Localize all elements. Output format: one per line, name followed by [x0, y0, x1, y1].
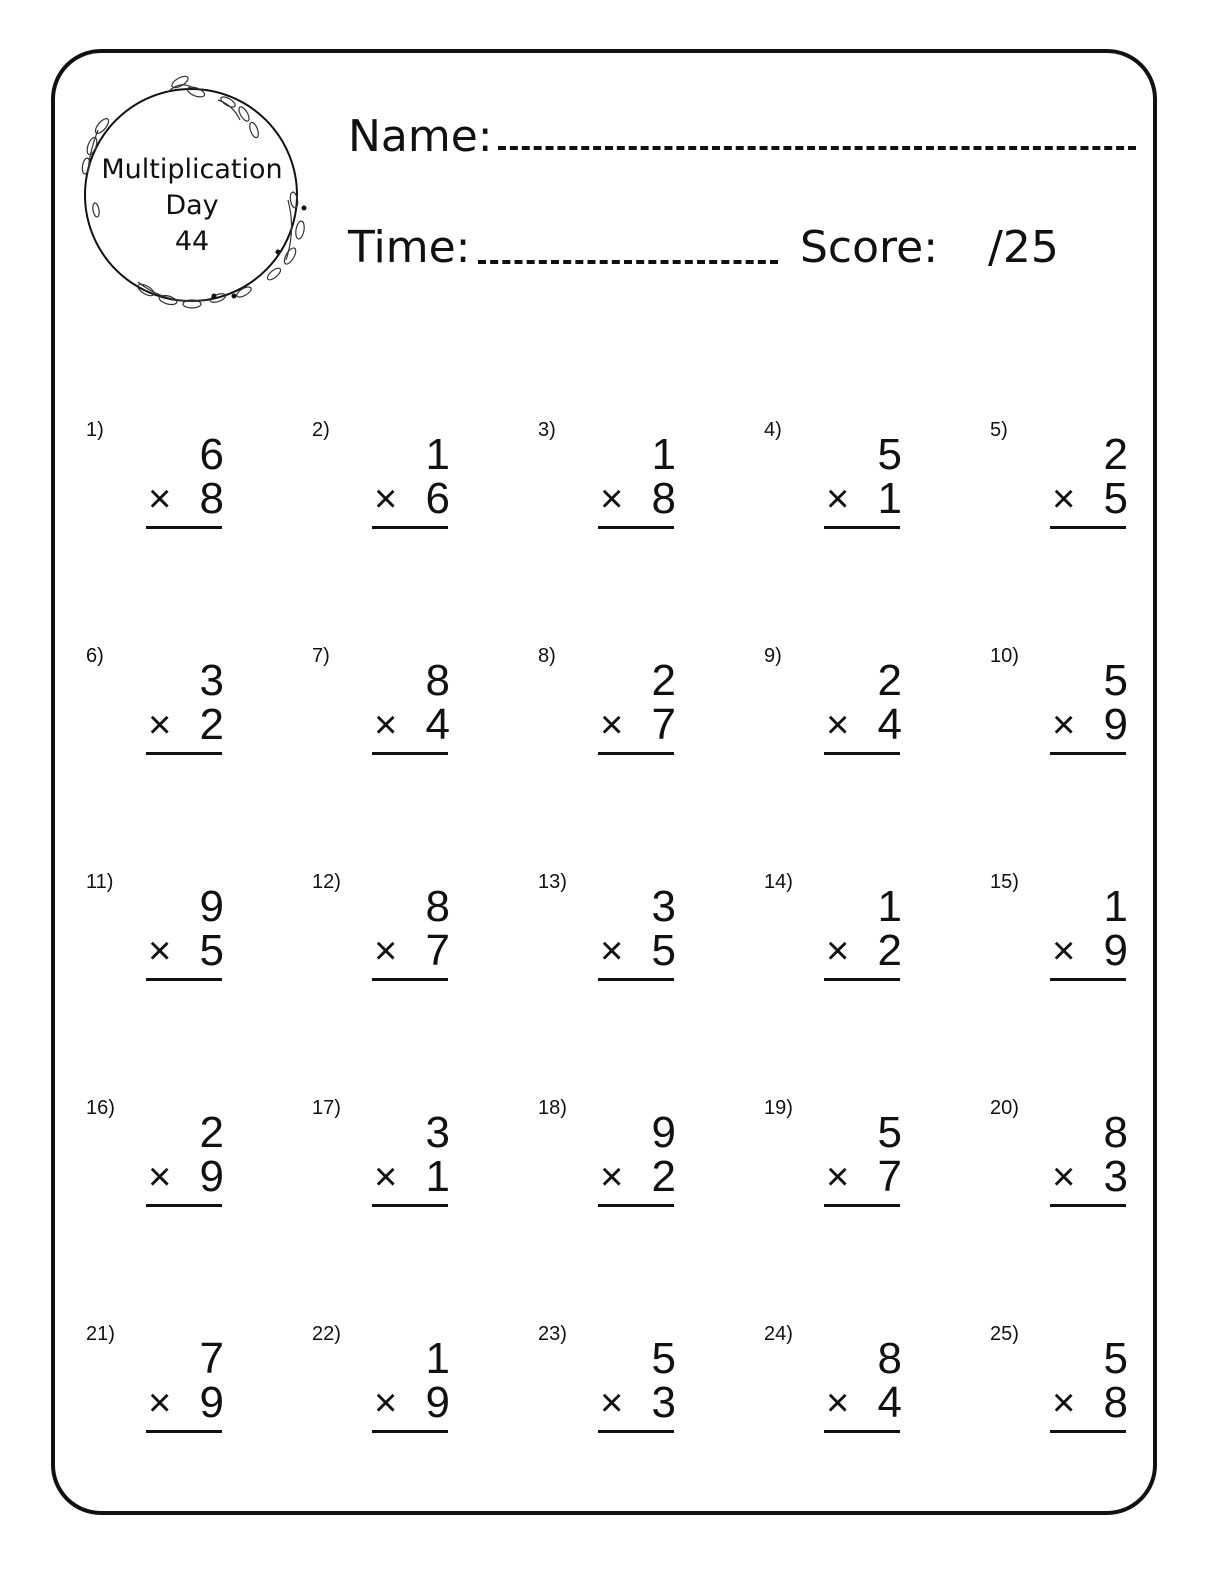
multiplier-row [1052, 1380, 1128, 1426]
multiplicand: 1 [425, 1334, 450, 1383]
problem-card [86, 644, 312, 784]
answer-line[interactable] [598, 1430, 674, 1433]
multiplier-row [148, 928, 224, 974]
multiplicand: 9 [199, 882, 224, 931]
multiplicand: 6 [199, 430, 224, 479]
problem-card [990, 1096, 1216, 1236]
multiplier-row [1052, 1154, 1128, 1200]
score-label: Score: [800, 222, 939, 273]
multiplicand: 7 [199, 1334, 224, 1383]
multiplier-row [1052, 702, 1128, 748]
times-sign: × [826, 703, 850, 747]
multiplier: 2 [651, 1152, 676, 1201]
multiplier: 4 [877, 1378, 902, 1427]
problem-card [990, 870, 1216, 1010]
times-sign: × [600, 1381, 624, 1425]
problem-number: 7) [312, 645, 330, 667]
multiplier: 5 [199, 926, 224, 975]
worksheet-badge [72, 152, 312, 260]
problem-card [312, 870, 538, 1010]
score-total: /25 [988, 222, 1059, 273]
problem-number: 6) [86, 645, 104, 667]
problem-number: 23) [538, 1323, 567, 1345]
problem-card [990, 644, 1216, 784]
multiplier: 8 [199, 474, 224, 523]
multiplicand: 2 [1103, 430, 1128, 479]
multiplier: 7 [425, 926, 450, 975]
multiplier-row [600, 1380, 676, 1426]
times-sign: × [826, 1381, 850, 1425]
multiplicand: 3 [651, 882, 676, 931]
problem-number: 14) [764, 871, 793, 893]
answer-line[interactable] [372, 526, 448, 529]
multiplier: 9 [199, 1152, 224, 1201]
times-sign: × [826, 1155, 850, 1199]
multiplier: 6 [425, 474, 450, 523]
multiplier: 7 [877, 1152, 902, 1201]
multiplier-row [826, 702, 902, 748]
multiplicand: 3 [199, 656, 224, 705]
multiplicand: 1 [425, 430, 450, 479]
times-sign: × [374, 1155, 398, 1199]
problem-card [538, 1322, 764, 1462]
multiplier-row [148, 702, 224, 748]
problem-card [538, 1096, 764, 1236]
answer-line[interactable] [372, 978, 448, 981]
multiplicand: 1 [651, 430, 676, 479]
answer-line[interactable] [146, 1430, 222, 1433]
answer-line[interactable] [146, 978, 222, 981]
time-label: Time: [348, 222, 471, 273]
multiplier: 8 [651, 474, 676, 523]
problem-number: 22) [312, 1323, 341, 1345]
multiplicand: 8 [425, 882, 450, 931]
multiplicand: 8 [877, 1334, 902, 1383]
time-field[interactable] [478, 260, 778, 264]
multiplier: 1 [877, 474, 902, 523]
times-sign: × [374, 477, 398, 521]
multiplier-row [1052, 476, 1128, 522]
problem-number: 21) [86, 1323, 115, 1345]
problem-number: 17) [312, 1097, 341, 1119]
problem-card [764, 418, 990, 558]
multiplier: 4 [425, 700, 450, 749]
multiplier: 4 [877, 700, 902, 749]
times-sign: × [148, 929, 172, 973]
multiplier: 9 [425, 1378, 450, 1427]
multiplier-row [600, 928, 676, 974]
answer-line[interactable] [372, 752, 448, 755]
problem-card [538, 644, 764, 784]
badge-day-label: Day [165, 190, 219, 221]
problem-number: 20) [990, 1097, 1019, 1119]
multiplier-row [374, 476, 450, 522]
problem-number: 15) [990, 871, 1019, 893]
multiplicand: 5 [651, 1334, 676, 1383]
multiplier-row [148, 476, 224, 522]
answer-line[interactable] [598, 752, 674, 755]
multiplier-row [826, 1380, 902, 1426]
times-sign: × [826, 477, 850, 521]
answer-line[interactable] [1050, 978, 1126, 981]
multiplier-row [374, 1380, 450, 1426]
name-label: Name: [348, 111, 493, 162]
problem-card [312, 1322, 538, 1462]
times-sign: × [148, 1381, 172, 1425]
multiplicand: 1 [877, 882, 902, 931]
multiplier: 8 [1103, 1378, 1128, 1427]
times-sign: × [374, 929, 398, 973]
multiplicand: 2 [651, 656, 676, 705]
answer-line[interactable] [146, 1204, 222, 1207]
multiplier: 2 [199, 700, 224, 749]
multiplicand: 5 [1103, 656, 1128, 705]
answer-line[interactable] [824, 978, 900, 981]
multiplier-row [600, 1154, 676, 1200]
times-sign: × [1052, 1155, 1076, 1199]
problem-number: 24) [764, 1323, 793, 1345]
problem-number: 10) [990, 645, 1019, 667]
problem-number: 4) [764, 419, 782, 441]
problem-card [990, 418, 1216, 558]
answer-line[interactable] [146, 526, 222, 529]
multiplier-row [374, 702, 450, 748]
problem-card [538, 418, 764, 558]
multiplier-row [826, 476, 902, 522]
multiplicand: 2 [199, 1108, 224, 1157]
multiplicand: 5 [877, 1108, 902, 1157]
multiplicand: 5 [1103, 1334, 1128, 1383]
multiplier-row [374, 1154, 450, 1200]
times-sign: × [374, 1381, 398, 1425]
answer-line[interactable] [598, 1204, 674, 1207]
answer-line[interactable] [1050, 1204, 1126, 1207]
times-sign: × [600, 703, 624, 747]
times-sign: × [1052, 929, 1076, 973]
problem-card [86, 1322, 312, 1462]
problem-card [312, 644, 538, 784]
multiplicand: 9 [651, 1108, 676, 1157]
problem-card [538, 870, 764, 1010]
multiplier: 9 [1103, 700, 1128, 749]
answer-line[interactable] [1050, 526, 1126, 529]
problem-card [86, 870, 312, 1010]
answer-line[interactable] [372, 1430, 448, 1433]
multiplier-row [148, 1380, 224, 1426]
multiplicand: 5 [877, 430, 902, 479]
times-sign: × [1052, 1381, 1076, 1425]
answer-line[interactable] [824, 752, 900, 755]
problem-number: 8) [538, 645, 556, 667]
multiplier: 3 [651, 1378, 676, 1427]
problem-card [312, 1096, 538, 1236]
problem-card [990, 1322, 1216, 1462]
badge-day-number: 44 [174, 226, 210, 257]
problem-number: 9) [764, 645, 782, 667]
problem-number: 12) [312, 871, 341, 893]
multiplier-row [1052, 928, 1128, 974]
times-sign: × [148, 477, 172, 521]
multiplier-row [600, 476, 676, 522]
multiplier-row [374, 928, 450, 974]
multiplier-row [148, 1154, 224, 1200]
problem-number: 16) [86, 1097, 115, 1119]
answer-line[interactable] [1050, 1430, 1126, 1433]
problem-card [764, 1322, 990, 1462]
times-sign: × [148, 703, 172, 747]
problem-card [764, 870, 990, 1010]
times-sign: × [374, 703, 398, 747]
problem-number: 11) [86, 871, 114, 893]
multiplier-row [826, 1154, 902, 1200]
multiplier: 7 [651, 700, 676, 749]
answer-line[interactable] [146, 752, 222, 755]
problem-card [86, 418, 312, 558]
times-sign: × [600, 1155, 624, 1199]
answer-line[interactable] [824, 1204, 900, 1207]
times-sign: × [148, 1155, 172, 1199]
problem-number: 1) [86, 419, 104, 441]
problem-number: 5) [990, 419, 1008, 441]
multiplier-row [600, 702, 676, 748]
multiplicand: 3 [425, 1108, 450, 1157]
name-field[interactable] [498, 146, 1136, 150]
times-sign: × [600, 477, 624, 521]
answer-line[interactable] [824, 1430, 900, 1433]
problem-number: 19) [764, 1097, 793, 1119]
times-sign: × [1052, 703, 1076, 747]
multiplicand: 2 [877, 656, 902, 705]
answer-line[interactable] [372, 1204, 448, 1207]
answer-line[interactable] [824, 526, 900, 529]
times-sign: × [1052, 477, 1076, 521]
multiplier: 2 [877, 926, 902, 975]
problem-card [86, 1096, 312, 1236]
badge-title: Multiplication [101, 154, 283, 185]
multiplier: 9 [199, 1378, 224, 1427]
problem-number: 13) [538, 871, 567, 893]
multiplicand: 8 [425, 656, 450, 705]
problem-card [764, 1096, 990, 1236]
answer-line[interactable] [598, 526, 674, 529]
multiplier: 3 [1103, 1152, 1128, 1201]
multiplicand: 1 [1103, 882, 1128, 931]
multiplier: 9 [1103, 926, 1128, 975]
multiplier-row [826, 928, 902, 974]
multiplier: 5 [651, 926, 676, 975]
multiplier: 1 [425, 1152, 450, 1201]
problem-card [764, 644, 990, 784]
times-sign: × [826, 929, 850, 973]
multiplier: 5 [1103, 474, 1128, 523]
problem-number: 3) [538, 419, 556, 441]
problem-number: 2) [312, 419, 330, 441]
multiplicand: 8 [1103, 1108, 1128, 1157]
problem-number: 18) [538, 1097, 567, 1119]
answer-line[interactable] [1050, 752, 1126, 755]
problem-number: 25) [990, 1323, 1019, 1345]
answer-line[interactable] [598, 978, 674, 981]
times-sign: × [600, 929, 624, 973]
problem-card [312, 418, 538, 558]
